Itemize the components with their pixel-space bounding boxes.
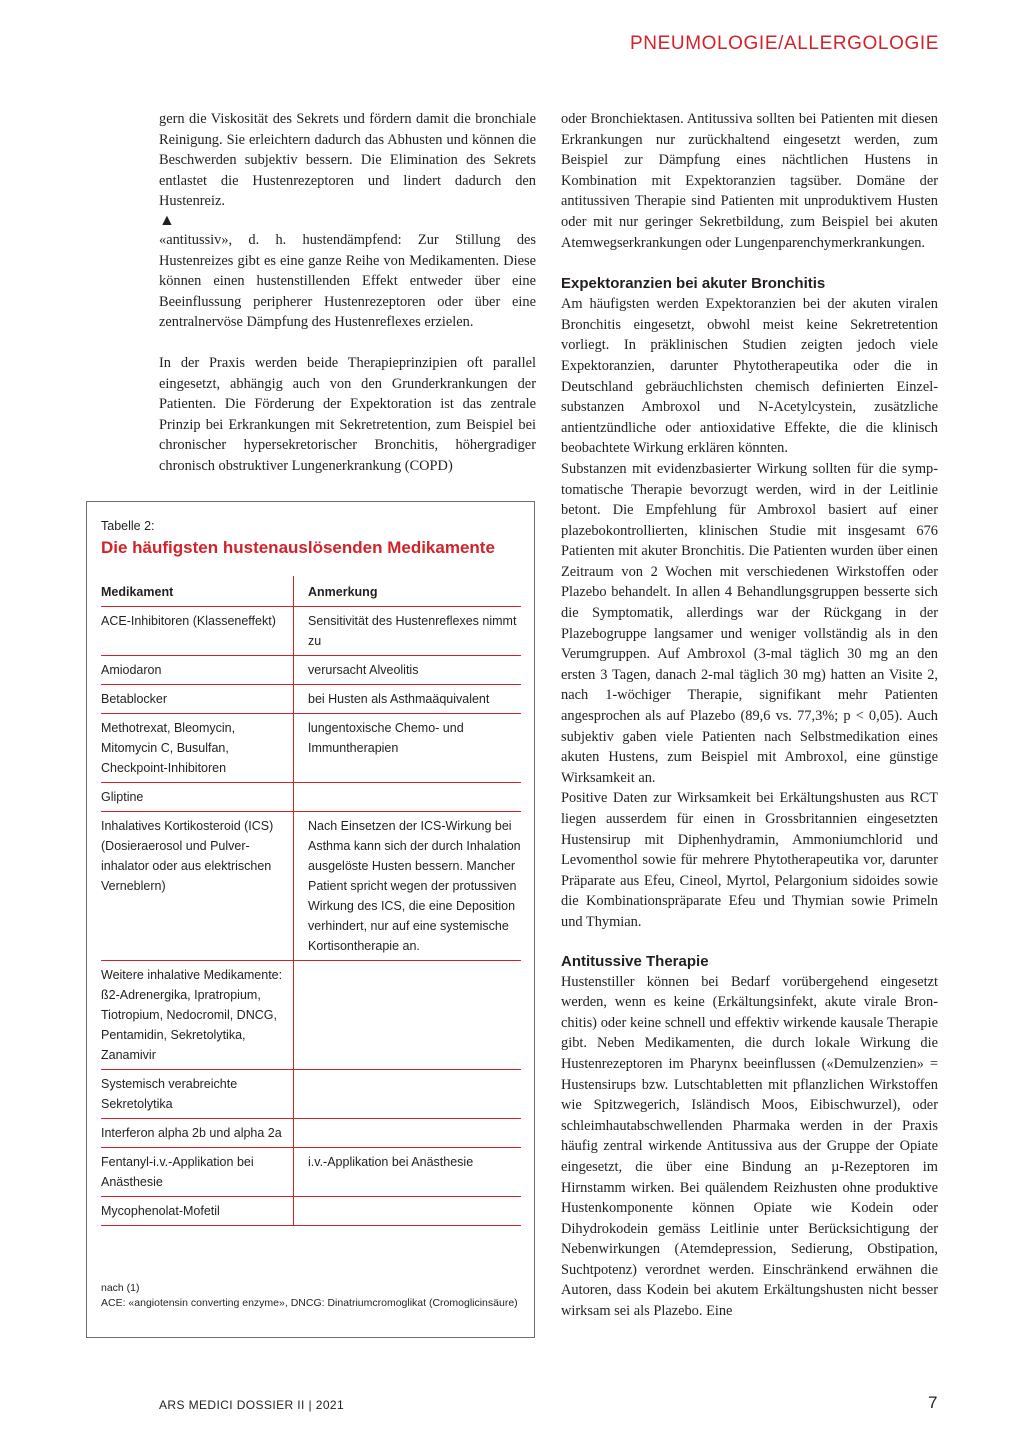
cell-medikament: Fentanyl-i.v.-Applikation bei Anästhesie [101, 1148, 294, 1196]
table-footnote [101, 1281, 526, 1311]
table-row [101, 812, 521, 961]
paragraph: Hustenstiller können bei Bedarf vorübergehend eingesetzt werden, wenn es keine (Erkältungsinfekt, akute virale Bronchitis) oder keine schnell und effektiv wirkende kausale Therapie gibt. Neben Medikamenten, die durch lokale Wirkung die Hustenrezeptoren im Pharynx beeinflussen («Demulzenzien» = Hustensirups bzw. Lutschtabletten mit pflanzlichen Wirkstoffen wie Spitzwegerich, Isländisch Moos, Eibischwurzel), oder schleimhautabschwellenden Pharmaka werden in der Praxis häufig zentral wirkende Antitussiva aus der Gruppe der Opiate eingesetzt, die über eine Bindung an µ-Rezeptoren im Hirnstamm wirken. Bei quälendem Reizhusten ohne produktive Hustenkomponente können Opiate wie Kodein oder Dihydrokodein gemäss Leitlinie unter Berücksichtigung der Nebenwirkungen (Atemdepression, Sedierung, Obstipation, Suchtpotenz) verordnet werden. Einschränkend erwähnen die Autoren, dass Kodein bei akutem Erkältungshusten nicht besser wirksam sei als Plazebo. Eine [561, 973, 938, 1320]
paragraph: In der Praxis werden beide Therapieprinzipien oft parallel eingesetzt, abhängig auch von den Grunderkrankungen der Patienten. Die Förderung der Expektoration ist das zentrale Prinzip bei Erkrankungen mit Sekretretention, zum Beispiel bei chronischer hypersekretorischer Bronchitis, höhergradiger chronisch obstruktiver Lungenerkrankung (COPD) [159, 354, 536, 474]
cell-medikament: Weitere inhalative Medikamente: ß2-Adrenergika, Ipratropium, Tiotropium, Nedocromil, DNCG, Pentamidin, Sekretolytika, Zanamivir [101, 961, 294, 1069]
cell-anmerkung: verursacht Alveolitis [308, 663, 419, 677]
table-row [101, 783, 521, 812]
right-column [561, 109, 938, 1322]
cell-medikament: ACE-Inhibitoren (Klasseneffekt) [101, 607, 294, 655]
cell-anmerkung: bei Husten als Asthmaäquivalent [308, 692, 490, 706]
cell-medikament: Methotrexat, Bleomycin, Mitomycin C, Busulfan, Checkpoint-Inhibitoren [101, 714, 294, 782]
cell-anmerkung [294, 961, 521, 1069]
page-number: 7 [928, 1393, 938, 1412]
table-row [101, 1148, 521, 1197]
paragraph: oder Bronchiektasen. Antitussiva sollten bei Patienten mit diesen Erkrankungen nur zurückhaltend eingesetzt werden, zum Beispiel zur Dämpfung eines nächtlichen Hustens in Kombination mit Expektoranzien tagsüber. Domäne der antitussiven Therapie sind Patienten mit unproduktivem Husten oder mit nur geringer Sekretbildung, zum Beispiel bei akuten Atemwegserkrankungen oder Lungenparenchymerkrankungen. [561, 111, 938, 251]
subheading: Expektoranzien bei akuter Bronchitis [561, 275, 826, 293]
cell-medikament: Gliptine [101, 783, 294, 811]
paragraph: Substanzen mit evidenzbasierter Wirkung sollten für die symptomatische Therapie bevorzugt werden, wird in der Leitlinie betont. Die Empfehlung für Ambroxol basiert auf einer plazebokontrollierten, klinischen Studie mit insgesamt 676 Patienten mit akuter Bronchitis. Die Patienten wurden über einen Zeitraum von 2 Wochen mit verschiedenen Wirkstoffen oder Plazebo behandelt. In allen 4 Behandlungsgruppen besserte sich die Symptomatik, allerdings war der Rückgang in der Plazebogruppe langsamer und weniger vollständig als in den Verumgruppen. Auf Ambroxol (3-mal täglich 30 mg an den ersten 3 Tagen, danach 2-mal täglich 30 mg) hatten an Visite 2, nach 1-wöchiger Therapie, signifikant mehr Patienten angesprochen als auf Plazebo (89,6 vs. 77,3%; p < 0,05). Auch subjektiv gaben viele Patienten nach Selbstmedikation eines akuten Hustens, zum Beispiel mit Ambroxol, eine günstige Wirksamkeit an. [561, 460, 938, 786]
table-row [101, 656, 521, 685]
cell-anmerkung [294, 1197, 521, 1225]
subheading: Antitussive Therapie [561, 952, 709, 970]
table-row [101, 685, 521, 714]
table-header-row [101, 576, 521, 607]
table-box [86, 501, 535, 1338]
table-row [101, 1070, 521, 1119]
table-row [101, 1119, 521, 1148]
cell-anmerkung [294, 1070, 521, 1118]
section-title: PNEUMOLOGIE/ALLERGOLOGIE [630, 33, 939, 54]
cell-anmerkung: i.v.-Applikation bei Anästhesie [308, 1155, 474, 1169]
cell-anmerkung: lungentoxische Chemo- und Immuntherapien [308, 721, 464, 755]
table-title: Die häufigsten hustenauslösenden Medikamente [101, 538, 495, 557]
triangle-bullet-icon: ▲ [159, 211, 175, 229]
left-column [159, 109, 536, 477]
table-abbreviations: ACE: «angiotensin converting enzyme», DNCG: Dinatriumcromoglikat (Cromoglicinsäure) [101, 1297, 518, 1309]
paragraph: gern die Viskosität des Sekrets und fördern damit die bronchiale Reinigung. Sie erleichtern dadurch das Abhusten und können die Beschwerden subjektiv bessern. Die Elimination des Sekrets entlastet die Hustenrezeptoren und lindert dadurch den Hustenreiz. [159, 111, 536, 210]
table-row [101, 1197, 521, 1226]
bullet-item [159, 212, 536, 333]
table-row [101, 607, 521, 656]
table-row [101, 714, 521, 783]
table-source: nach (1) [101, 1282, 140, 1294]
cell-medikament: Amiodaron [101, 656, 294, 684]
journal-footer: ARS MEDICI DOSSIER II | 2021 [159, 1398, 345, 1412]
cell-medikament: Mycophenolat-Mofetil [101, 1197, 294, 1225]
cell-anmerkung: Nach Einsetzen der ICS-Wirkung bei Asthma kann sich der durch Inhalation ausgelöste Husten bessern. Mancher Patient spricht wegen der protussiven Wirkung des ICS, die eine Deposition verhindert, nur auf eine systemische Kortisontherapie an. [308, 819, 521, 953]
cell-medikament: Inhalatives Kortikosteroid (ICS) (Dosieraerosol und Pulverinhalator oder aus elektrischen Verneblern) [101, 812, 294, 960]
cell-anmerkung [294, 1119, 521, 1147]
bullet-text: «antitussiv», d. h. hustendämpfend: Zur Stillung des Hustenreizes gibt es eine ganze Reihe von Medikamenten. Diese können einen hustenstillenden Effekt entweder über eine Beeinflussung peripherer Hustenrezeptoren oder über eine zentralnervöse Dämpfung des Hustenreflexes erzielen. [159, 231, 536, 331]
table-kicker: Tabelle 2: [101, 519, 155, 533]
cell-anmerkung [294, 783, 521, 811]
drug-table [101, 576, 521, 1226]
table-row [101, 961, 521, 1070]
column-header-medikament: Medikament [101, 576, 294, 606]
cell-medikament: Systemisch verabreichte Sekretolytika [101, 1070, 294, 1118]
cell-medikament: Betablocker [101, 685, 294, 713]
paragraph: Am häufigsten werden Expektoranzien bei der akuten viralen Bronchitis eingesetzt, obwohl meist keine Sekretretention vorliegt. In präklinischen Studien zeigten jedoch viele Expektoranzien, darunter Phytotherapeutika oder die in Deutschland gebräuchlichsten chemisch definierten Einzelsubstanzen Ambroxol und N-Acetylcystein, zusätzliche antientzündliche oder antioxidative Effekte, die die klinisch beobachtete Wirkung erklären könnten. [561, 296, 938, 457]
column-header-anmerkung: Anmerkung [308, 585, 378, 599]
cell-medikament: Interferon alpha 2b und alpha 2a [101, 1119, 294, 1147]
cell-anmerkung: Sensitivität des Hustenreflexes nimmt zu [308, 614, 517, 648]
paragraph: Positive Daten zur Wirksamkeit bei Erkältungshusten aus RCT liegen ausserdem für einen in Grossbritannien eingesetzten Hustensirup mit Diphenhydramin, Ammoniumchlorid und Levomenthol sowie für mehrere Phytotherapeutika vor, darunter Präparate aus Efeu, Cineol, Myrtol, Pelargonium sidoides sowie die Kombinationspräparate Efeu und Thymian sowie Primeln und Thymian. [561, 790, 938, 930]
